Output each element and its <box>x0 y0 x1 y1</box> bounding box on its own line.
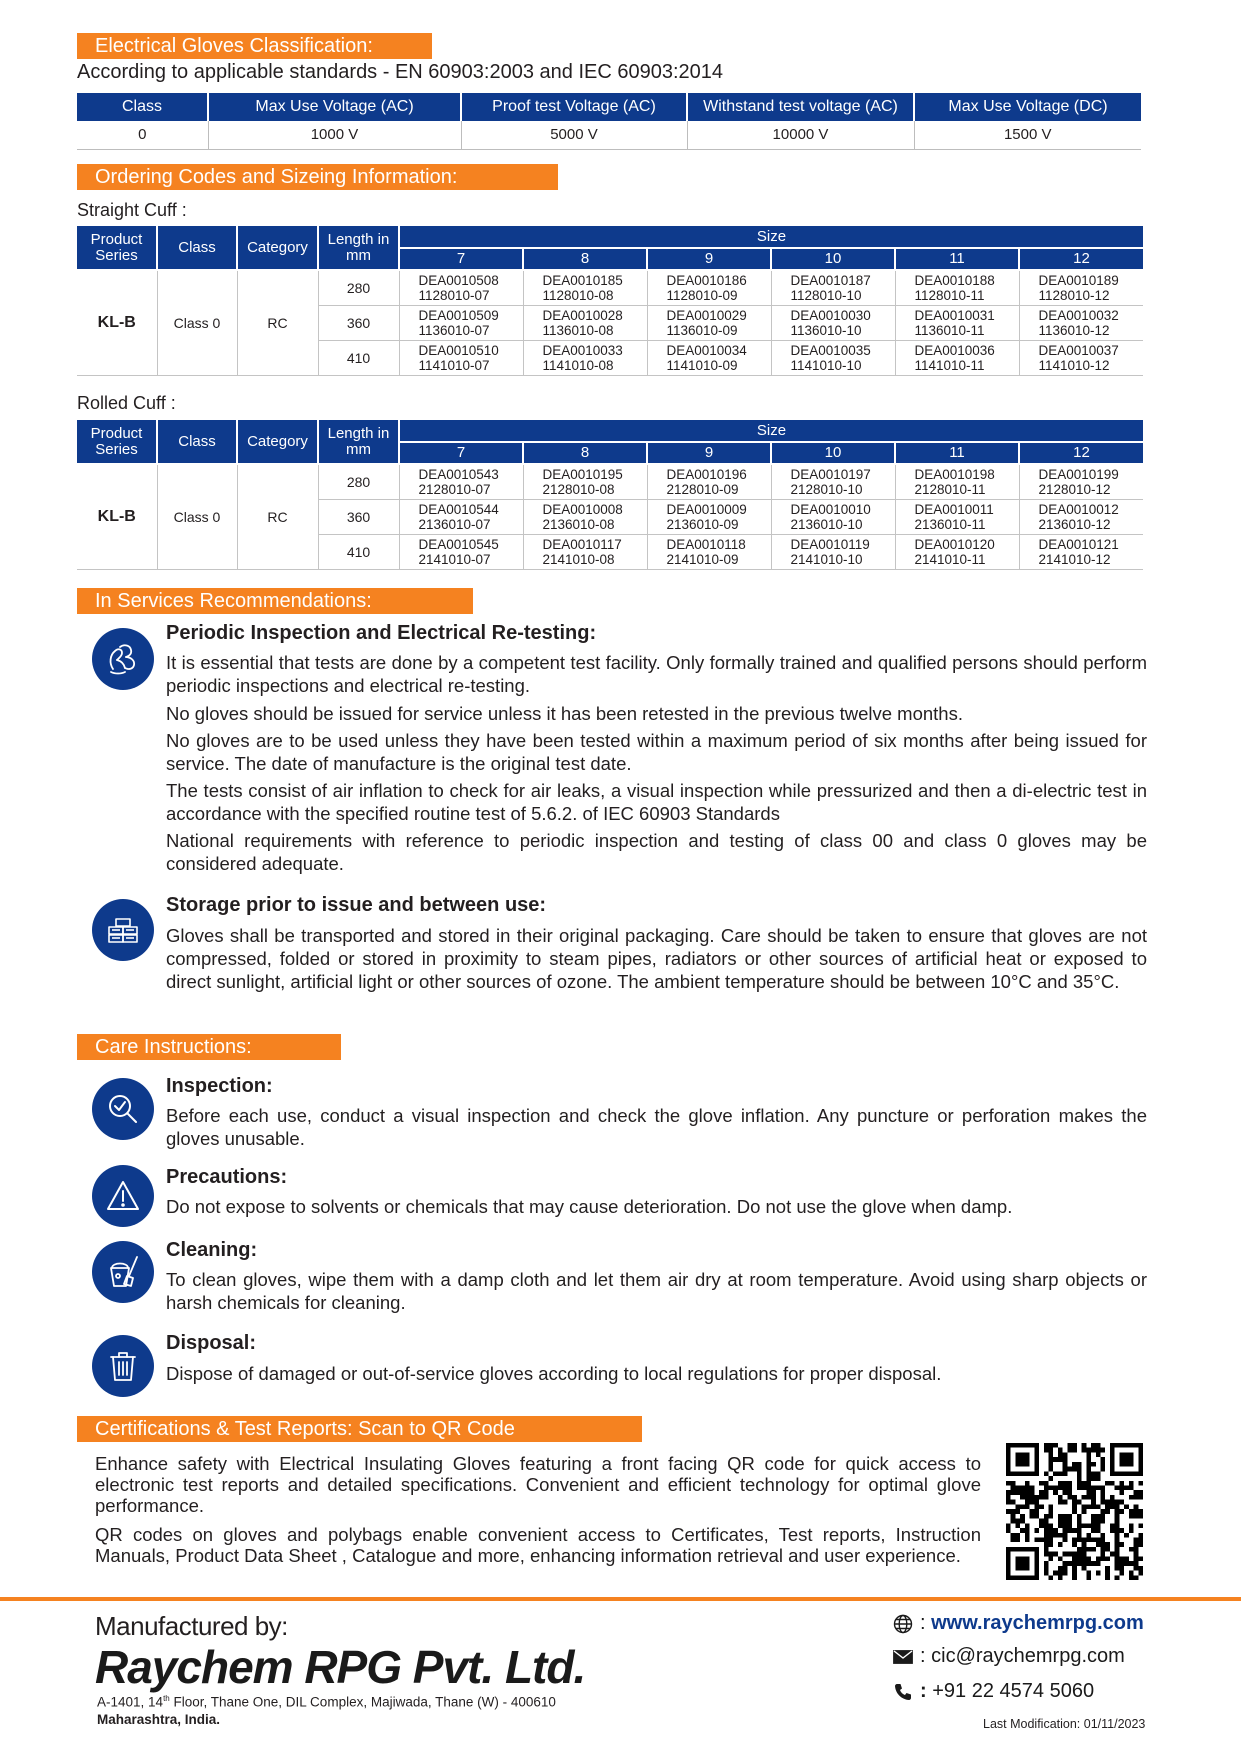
code-secondary: 1128010-12 <box>1038 287 1110 303</box>
code-secondary: 2136010-09 <box>666 516 739 532</box>
order-code-cell <box>399 340 523 375</box>
inspection-para-4: The tests consist of air inflation to check for air leaks, a visual inspection while pressurized and then a di-electric test in accordance with the specified routine test of 5.6.2. of IEC 60903 Standards <box>166 780 1147 824</box>
precautions-title: Precautions: <box>166 1166 288 1188</box>
storage-title: Storage prior to issue and between use: <box>166 894 547 916</box>
order-code-cell <box>895 499 1019 534</box>
category-header: Category <box>237 420 318 464</box>
care-inspection-title: Inspection: <box>166 1075 273 1097</box>
size-column-header: 9 <box>647 442 771 464</box>
order-code-cell <box>771 464 895 499</box>
code-primary: DEA0010119 <box>790 536 870 552</box>
code-secondary: 2128010-12 <box>1038 481 1111 497</box>
product-series-header: Product Series <box>77 420 157 464</box>
size-column-header: 8 <box>523 442 647 464</box>
straight-cuff-table <box>77 226 1143 376</box>
code-secondary: 1141010-12 <box>1038 357 1110 373</box>
order-code-cell <box>399 464 523 499</box>
code-secondary: 1136010-07 <box>418 322 490 338</box>
standards-text: According to applicable standards - EN 60903:2003 and IEC 60903:2014 <box>77 61 724 83</box>
code-secondary: 1128010-07 <box>418 287 490 303</box>
code-secondary: 2141010-10 <box>790 551 863 567</box>
length-header: Length in mm <box>318 226 399 270</box>
code-primary: DEA0010028 <box>542 307 623 323</box>
qr-code[interactable] <box>1006 1443 1143 1580</box>
code-secondary: 1141010-08 <box>542 357 614 373</box>
order-code-cell <box>1019 534 1143 569</box>
code-primary: DEA0010117 <box>542 536 622 552</box>
globe-icon <box>890 1613 916 1635</box>
cleaning-title: Cleaning: <box>166 1239 258 1261</box>
order-code-cell <box>1019 270 1143 305</box>
code-secondary: 2141010-08 <box>542 551 615 567</box>
warning-triangle-icon <box>92 1165 154 1227</box>
withstand-ac-value: 10000 V <box>687 121 914 149</box>
class-cell: Class 0 <box>157 464 237 569</box>
email-separator: : <box>920 1645 926 1667</box>
size-column-header: 11 <box>895 248 1019 270</box>
disposal-text: Dispose of damaged or out-of-service gloves according to local regulations for proper disposal. <box>166 1363 942 1384</box>
class-cell: Class 0 <box>157 270 237 375</box>
order-code-cell <box>1019 340 1143 375</box>
periodic-inspection-title: Periodic Inspection and Electrical Re-testing: <box>166 622 597 644</box>
contact-email <box>890 1645 1125 1668</box>
company-address <box>97 1694 556 1710</box>
storage-para: Gloves shall be transported and stored in their original packaging. Care should be taken to ensure that gloves are not compressed, folded or stored in proximity to steam pipes, radiators or other sources of artificial heat or exposed to direct sunlight, artificial light or other sources of ozone. The ambient temperature should be between 10°C and 35°C. <box>166 925 1147 992</box>
code-primary: DEA0010029 <box>666 307 747 323</box>
code-primary: DEA0010037 <box>1038 342 1119 358</box>
manufactured-by-label: Manufactured by: <box>95 1611 288 1641</box>
code-primary: DEA0010185 <box>542 272 623 288</box>
code-primary: DEA0010032 <box>1038 307 1119 323</box>
category-header: Category <box>237 226 318 270</box>
size-column-header: 8 <box>523 248 647 270</box>
max-dc-header: Max Use Voltage (DC) <box>914 93 1141 121</box>
code-secondary: 2136010-11 <box>914 516 986 532</box>
inspection-para-5: National requirements with reference to periodic inspection and testing of class 00 and class 0 gloves may be considered adequate. <box>166 830 1147 874</box>
phone-link[interactable]: +91 22 4574 5060 <box>932 1680 1095 1702</box>
size-column-header: 7 <box>399 442 523 464</box>
section-heading-classification: Electrical Gloves Classification: <box>77 33 432 59</box>
code-primary: DEA0010509 <box>418 307 499 323</box>
code-secondary: 2141010-09 <box>666 551 739 567</box>
order-code-cell <box>895 270 1019 305</box>
order-code-cell <box>647 534 771 569</box>
code-primary: DEA0010031 <box>914 307 995 323</box>
order-code-cell <box>1019 305 1143 340</box>
code-primary: DEA0010030 <box>790 307 871 323</box>
class-header: Class <box>157 226 237 270</box>
code-primary: DEA0010118 <box>666 536 746 552</box>
length-cell: 410 <box>318 534 399 569</box>
straight-cuff-label: Straight Cuff : <box>77 200 187 220</box>
order-code-cell <box>523 340 647 375</box>
inspection-para-2: No gloves should be issued for service unless it has been retested in the previous twelve months. <box>166 703 963 724</box>
code-secondary: 1136010-08 <box>542 322 614 338</box>
code-secondary: 1128010-08 <box>542 287 614 303</box>
code-primary: DEA0010186 <box>666 272 747 288</box>
code-primary: DEA0010035 <box>790 342 871 358</box>
email-link[interactable]: cic@raychemrpg.com <box>931 1645 1125 1667</box>
max-dc-value: 1500 V <box>914 121 1141 149</box>
order-code-cell <box>647 464 771 499</box>
code-secondary: 2136010-08 <box>542 516 615 532</box>
last-modification: Last Modification: 01/11/2023 <box>983 1717 1146 1731</box>
order-code-cell <box>771 305 895 340</box>
section-heading-ordering: Ordering Codes and Sizeing Information: <box>77 164 558 190</box>
order-code-cell <box>771 534 895 569</box>
order-code-cell <box>399 305 523 340</box>
website-separator: : <box>920 1612 926 1634</box>
code-secondary: 1141010-07 <box>418 357 490 373</box>
code-primary: DEA0010544 <box>418 501 499 517</box>
phone-separator: : <box>920 1680 927 1702</box>
rolled-cuff-table <box>77 420 1143 570</box>
order-code-cell <box>895 305 1019 340</box>
length-cell: 280 <box>318 464 399 499</box>
classification-table <box>77 93 1141 150</box>
code-secondary: 2128010-08 <box>542 481 615 497</box>
precautions-text: Do not expose to solvents or chemicals that may cause deterioration. Do not use the glove when damp. <box>166 1196 1013 1217</box>
length-cell: 280 <box>318 270 399 305</box>
trash-bin-icon <box>92 1335 154 1397</box>
order-code-cell <box>399 270 523 305</box>
order-code-cell <box>523 534 647 569</box>
cleaning-bucket-icon <box>92 1241 154 1303</box>
size-column-header: 12 <box>1019 248 1143 270</box>
code-primary: DEA0010187 <box>790 272 871 288</box>
care-inspection-text: Before each use, conduct a visual inspection and check the glove inflation. Any puncture or perforation makes the gloves unusable. <box>166 1105 1147 1149</box>
proof-ac-header: Proof test Voltage (AC) <box>461 93 687 121</box>
code-primary: DEA0010188 <box>914 272 995 288</box>
order-code-cell <box>399 499 523 534</box>
mail-icon <box>890 1646 916 1668</box>
order-code-cell <box>1019 464 1143 499</box>
class-value: 0 <box>77 121 208 149</box>
order-code-cell <box>647 340 771 375</box>
order-code-cell <box>895 464 1019 499</box>
code-secondary: 1136010-10 <box>790 322 862 338</box>
storage-boxes-icon <box>92 899 154 961</box>
code-secondary: 2128010-11 <box>914 481 986 497</box>
contact-phone <box>890 1680 1094 1703</box>
length-cell: 360 <box>318 499 399 534</box>
code-secondary: 1136010-11 <box>914 322 985 338</box>
code-secondary: 1136010-09 <box>666 322 738 338</box>
classification-header-row <box>77 93 1141 121</box>
code-primary: DEA0010012 <box>1038 501 1119 517</box>
code-primary: DEA0010196 <box>666 466 747 482</box>
product-series-cell: KL-B <box>77 270 157 375</box>
code-secondary: 2141010-07 <box>418 551 491 567</box>
category-cell: RC <box>237 270 318 375</box>
order-code-cell <box>399 534 523 569</box>
code-secondary: 2141010-11 <box>914 551 986 567</box>
inspection-para-1: It is essential that tests are done by a competent test facility. Only formally trained and qualified persons should perform periodic inspections and electrical re-testing. <box>166 652 1147 696</box>
code-secondary: 2128010-07 <box>418 481 491 497</box>
size-column-header: 12 <box>1019 442 1143 464</box>
code-secondary: 2128010-10 <box>790 481 863 497</box>
classification-row <box>77 121 1141 149</box>
order-header-row <box>77 226 1143 248</box>
code-primary: DEA0010008 <box>542 501 623 517</box>
length-header: Length in mm <box>318 420 399 464</box>
code-secondary: 1136010-12 <box>1038 322 1110 338</box>
max-ac-value: 1000 V <box>208 121 461 149</box>
disposal-title: Disposal: <box>166 1332 257 1354</box>
contact-website <box>890 1612 1144 1635</box>
order-code-cell <box>647 305 771 340</box>
product-series-header: Product Series <box>77 226 157 270</box>
withstand-ac-header: Withstand test voltage (AC) <box>687 93 914 121</box>
code-primary: DEA0010010 <box>790 501 871 517</box>
code-secondary: 1128010-11 <box>914 287 985 303</box>
order-code-cell <box>523 464 647 499</box>
code-secondary: 1128010-09 <box>666 287 738 303</box>
size-header: Size <box>399 226 1143 248</box>
website-link[interactable]: www.raychemrpg.com <box>931 1612 1144 1634</box>
order-code-cell <box>523 499 647 534</box>
company-name-logo: Raychem RPG Pvt. Ltd. <box>95 1641 586 1693</box>
code-secondary: 2128010-09 <box>666 481 739 497</box>
code-primary: DEA0010120 <box>914 536 995 552</box>
table-row <box>77 464 1143 499</box>
order-code-cell <box>771 340 895 375</box>
code-primary: DEA0010033 <box>542 342 623 358</box>
size-column-header: 10 <box>771 248 895 270</box>
size-column-header: 7 <box>399 248 523 270</box>
address-part-2: Floor, Thane One, DIL Complex, Majiwada, Thane (W) - 400610 <box>169 1694 556 1710</box>
max-ac-header: Max Use Voltage (AC) <box>208 93 461 121</box>
section-heading-care: Care Instructions: <box>77 1034 341 1060</box>
section-heading-services: In Services Recommendations: <box>77 588 473 614</box>
address-superscript: th <box>163 1694 170 1703</box>
size-column-header: 11 <box>895 442 1019 464</box>
code-secondary: 1141010-11 <box>914 357 985 373</box>
proof-ac-value: 5000 V <box>461 121 687 149</box>
rolled-cuff-label: Rolled Cuff : <box>77 393 176 413</box>
code-primary: DEA0010121 <box>1038 536 1119 552</box>
order-code-cell <box>523 270 647 305</box>
code-primary: DEA0010508 <box>418 272 499 288</box>
code-primary: DEA0010195 <box>542 466 623 482</box>
order-code-cell <box>895 534 1019 569</box>
code-secondary: 1128010-10 <box>790 287 862 303</box>
code-primary: DEA0010034 <box>666 342 747 358</box>
inspection-para-3: No gloves are to be used unless they have been tested within a maximum period of six months after being issued for service. The date of manufacture is the original test date. <box>166 730 1147 774</box>
code-secondary: 1141010-09 <box>666 357 738 373</box>
order-code-cell <box>647 499 771 534</box>
order-code-cell <box>771 270 895 305</box>
order-code-cell <box>771 499 895 534</box>
code-primary: DEA0010011 <box>914 501 994 517</box>
code-secondary: 2136010-12 <box>1038 516 1111 532</box>
address-part-1: A-1401, 14 <box>97 1694 164 1710</box>
order-code-cell <box>523 305 647 340</box>
category-cell: RC <box>237 464 318 569</box>
code-secondary: 2141010-12 <box>1038 551 1111 567</box>
code-secondary: 2136010-07 <box>418 516 491 532</box>
order-header-row <box>77 420 1143 442</box>
table-row <box>77 270 1143 305</box>
size-header: Size <box>399 420 1143 442</box>
code-primary: DEA0010189 <box>1038 272 1119 288</box>
code-primary: DEA0010036 <box>914 342 995 358</box>
gloves-icon <box>92 628 154 690</box>
code-primary: DEA0010199 <box>1038 466 1119 482</box>
class-header: Class <box>157 420 237 464</box>
code-primary: DEA0010197 <box>790 466 871 482</box>
length-cell: 360 <box>318 305 399 340</box>
code-primary: DEA0010510 <box>418 342 499 358</box>
code-secondary: 1141010-10 <box>790 357 862 373</box>
order-code-cell <box>647 270 771 305</box>
order-code-cell <box>895 340 1019 375</box>
code-primary: DEA0010009 <box>666 501 747 517</box>
size-column-header: 10 <box>771 442 895 464</box>
cert-para-1: Enhance safety with Electrical Insulating Gloves featuring a front facing QR code for quick access to electronic test reports and detailed specifications. Convenient and efficient technology for optimal glove performance. <box>95 1453 981 1516</box>
cert-para-2: QR codes on gloves and polybags enable convenient access to Certificates, Test reports, Instruction Manuals, Product Data Sheet , Catalogue and more, enhancing information retrieval and user experience. <box>95 1524 981 1566</box>
magnifier-check-icon <box>92 1078 154 1140</box>
product-series-cell: KL-B <box>77 464 157 569</box>
size-column-header: 9 <box>647 248 771 270</box>
code-primary: DEA0010198 <box>914 466 995 482</box>
cleaning-text: To clean gloves, wipe them with a damp cloth and let them air dry at room temperature. Avoid using sharp objects or harsh chemicals for cleaning. <box>166 1269 1147 1313</box>
length-cell: 410 <box>318 340 399 375</box>
footer-divider <box>0 1597 1241 1601</box>
code-primary: DEA0010545 <box>418 536 499 552</box>
section-heading-cert: Certifications & Test Reports: Scan to QR Code <box>77 1416 642 1442</box>
code-primary: DEA0010543 <box>418 466 499 482</box>
code-secondary: 2136010-10 <box>790 516 863 532</box>
order-code-cell <box>1019 499 1143 534</box>
phone-icon <box>890 1681 916 1703</box>
class-header: Class <box>77 93 208 121</box>
company-address-line2: Maharashtra, India. <box>97 1712 221 1727</box>
